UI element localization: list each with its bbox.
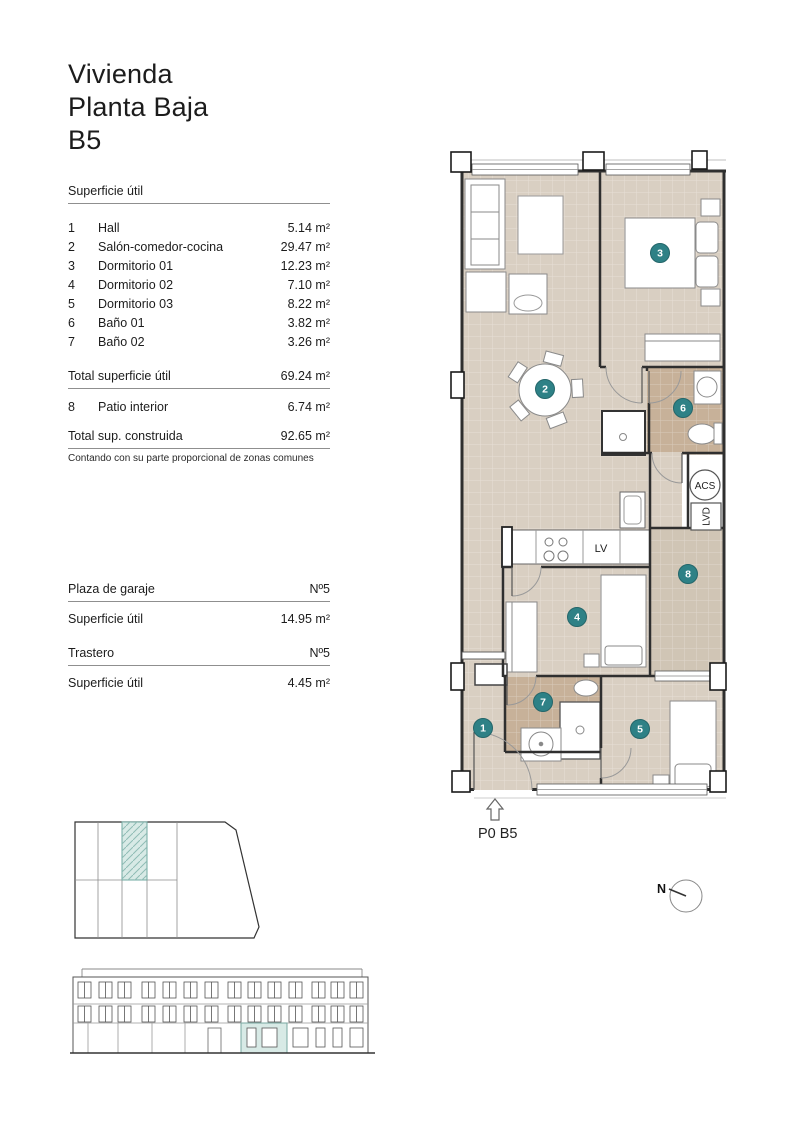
room-badge-3: 3 (657, 247, 663, 260)
acs-label: ACS (694, 481, 716, 492)
row-label: Dormitorio 01 (98, 259, 174, 273)
common-zones-note: Contando con su parte proporcional de zonas comunes (68, 453, 314, 464)
patio-row (68, 400, 330, 414)
nightstand (584, 654, 599, 667)
row-label: Hall (98, 221, 120, 235)
total-built-value: 92.65 m² (280, 429, 330, 443)
lintel (462, 652, 505, 659)
surface-table-header-label: Superficie útil (68, 184, 144, 198)
storage-label: Trastero (68, 646, 115, 660)
row-value: 12.23 m² (280, 259, 330, 273)
row-label: Dormitorio 02 (98, 278, 174, 292)
entrance-arrow-icon (487, 799, 503, 820)
nightstand (701, 289, 720, 306)
row-label: Salón-comedor-cocina (98, 240, 224, 254)
table-row (68, 316, 330, 330)
building-elevation (55, 960, 395, 1070)
title-line-3: B5 (68, 125, 102, 155)
nightstand (701, 199, 720, 216)
room-badge-8: 8 (685, 568, 691, 581)
total-built-label: Total sup. construida (68, 429, 183, 443)
room-badge-2: 2 (542, 383, 548, 396)
storage-area-value: 4.45 m² (287, 676, 330, 690)
row-label: Dormitorio 03 (98, 297, 174, 311)
wardrobe (645, 334, 720, 361)
wardrobe (506, 602, 537, 672)
room-badge-4: 4 (574, 611, 580, 624)
kitchen-counter (503, 530, 650, 564)
table-row (68, 240, 330, 254)
toilet-tank (714, 423, 722, 444)
shower (560, 702, 600, 759)
total-built-row (68, 429, 330, 449)
pillow (696, 256, 718, 287)
site-plan (60, 815, 280, 950)
row-number: 4 (68, 278, 75, 292)
garage-area-value: 14.95 m² (280, 612, 330, 626)
title-line-1: Vivienda (68, 59, 173, 89)
row-label: Patio interior (98, 400, 169, 414)
row-value: 8.22 m² (287, 297, 330, 311)
table-row (68, 297, 330, 311)
row-value: 7.10 m² (287, 278, 330, 292)
row-value: 29.47 m² (280, 240, 330, 254)
row-number: 5 (68, 297, 75, 311)
sofa-cushions (471, 185, 499, 265)
floor-plan-drawing (445, 145, 745, 845)
garage-area-label: Superficie útil (68, 612, 144, 626)
row-number: 1 (68, 221, 75, 235)
side-table (466, 272, 506, 312)
toilet (688, 424, 716, 444)
total-util-value: 69.24 m² (280, 369, 330, 383)
total-util-label: Total superficie útil (68, 369, 171, 383)
row-number: 2 (68, 240, 75, 254)
north-label: N (656, 882, 666, 896)
table-row (68, 259, 330, 273)
dishwasher-label: LV (594, 543, 608, 555)
garage-number: Nº5 (309, 582, 330, 596)
row-value: 5.14 m² (287, 221, 330, 235)
title-line-2: Planta Baja (68, 92, 209, 122)
table-row (68, 335, 330, 349)
north-compass (640, 855, 730, 940)
lvd-label: LVD (701, 507, 713, 526)
garage-label: Plaza de garaje (68, 582, 155, 596)
row-value: 3.82 m² (287, 316, 330, 330)
row-value: 3.26 m² (287, 335, 330, 349)
storage-area-label: Superficie útil (68, 676, 144, 690)
shower (602, 411, 645, 455)
total-util-row (68, 369, 330, 389)
garage-header-row (68, 582, 330, 602)
entrance-door (208, 1028, 221, 1053)
row-label: Baño 01 (98, 316, 145, 330)
surface-table-header (68, 184, 330, 204)
room-badge-7: 7 (540, 696, 546, 709)
row-number: 3 (68, 259, 75, 273)
table-row (68, 278, 330, 292)
row-label: Baño 02 (98, 335, 145, 349)
garage-area-row (68, 612, 330, 626)
room-badge-6: 6 (680, 402, 686, 415)
pillow (696, 222, 718, 253)
storage-number: Nº5 (309, 646, 330, 660)
row-number: 7 (68, 335, 75, 349)
table-row (68, 221, 330, 235)
room-badge-5: 5 (637, 723, 643, 736)
rug (518, 196, 563, 254)
parapet (82, 969, 362, 977)
row-number: 6 (68, 316, 75, 330)
pillow (605, 646, 642, 665)
page-title (68, 58, 208, 157)
armchair (509, 274, 547, 314)
toilet (574, 680, 598, 696)
room-badge-1: 1 (480, 722, 486, 735)
row-value: 6.74 m² (287, 400, 330, 414)
storage-header-row (68, 646, 330, 666)
row-number: 8 (68, 400, 75, 414)
storage-area-row (68, 676, 330, 690)
entrance-marker (478, 799, 518, 842)
unit-label: P0 B5 (478, 826, 518, 842)
pillow (675, 764, 711, 787)
